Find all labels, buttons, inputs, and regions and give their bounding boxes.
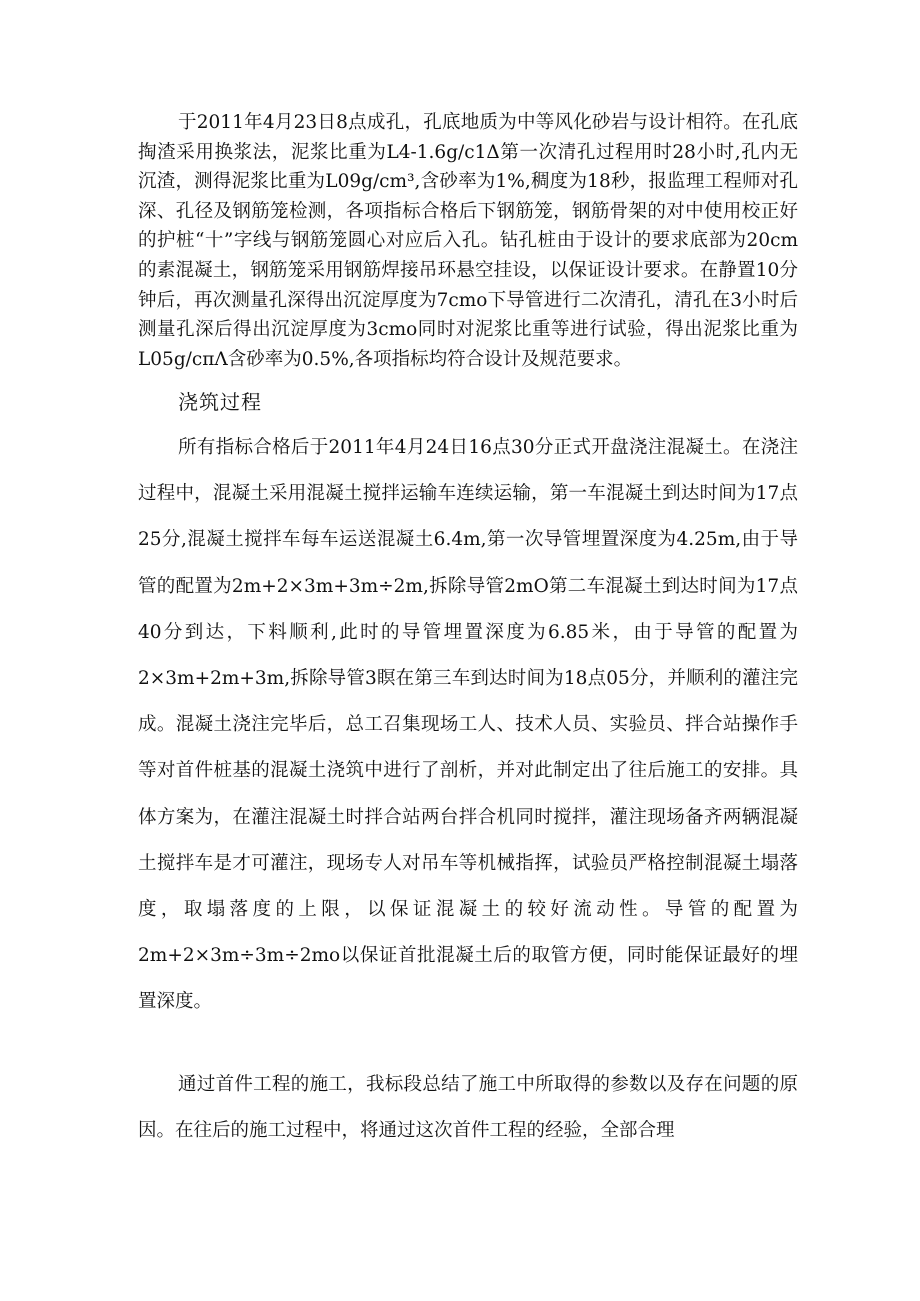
- section-heading-pouring: 浇筑过程: [178, 390, 262, 414]
- paragraph-hole-cleaning: 于2011年4月23日8点成孔，孔底地质为中等风化砂岩与设计相符。在孔底掏渣采用换浆法，泥浆比重为L4-1.6g∕c1Δ第一次清孔过程用时28小时,孔内无沉渣，测得泥浆比重为L09g∕cm³,含砂率为1%,稠度为18秒，报监理工程师对孔深、孔径及钢筋笼检测，各项指标合格后下钢筋笼，钢筋骨架的对中使用校正好的护桩“十”字线与钢筋笼圆心对应后入孔。钻孔桩由于设计的要求底部为20cm的素混凝土，钢筋笼采用钢筋焊接吊环悬空挂设，以保证设计要求。在静置10分钟后，再次测量孔深得出沉淀厚度为7cmo下导管进行二次清孔，清孔在3小时后测量孔深后得出沉淀厚度为3cmo同时对泥浆比重等进行试验，得出泥浆比重为L05g∕cπΛ含砂率为0.5%,各项指标均符合设计及规范要求。: [138, 112, 798, 370]
- paragraph-summary: 通过首件工程的施工，我标段总结了施工中所取得的参数以及存在问题的原因。在往后的施工过程中，将通过这次首件工程的经验，全部合理: [138, 1074, 798, 1142]
- paragraph-pouring-process: 所有指标合格后于2011年4月24日16点30分正式开盘浇注混凝土。在浇注过程中，混凝土采用混凝土搅拌运输车连续运输，第一车混凝土到达时间为17点25分,混凝土搅拌车每车运送混凝土6.4m,第一次导管埋置深度为4.25m,由于导管的配置为2m+2×3m+3m÷2m,拆除导管2mO第二车混凝土到达时间为17点40分到达，下料顺利,此时的导管埋置深度为6.85米，由于导管的配置为2×3m+2m+3m,拆除导管3瞑在第三车到达时间为18点05分，并顺利的灌注完成。混凝土浇注完毕后，总工召集现场工人、技术人员、实验员、拌合站操作手等对首件桩基的混凝土浇筑中进行了剖析，并对此制定出了往后施工的安排。具体方案为，在灌注混凝土时拌合站两台拌合机同时搅拌，灌注现场备齐两辆混凝土搅拌车是才可灌注，现场专人对吊车等机械指挥，试验员严格控制混凝土塌落度，取塌落度的上限，以保证混凝土的较好流动性。导管的配置为2m+2×3m÷3m÷2mo以保证首批混凝土后的取管方便，同时能保证最好的埋置深度。: [138, 437, 798, 1013]
